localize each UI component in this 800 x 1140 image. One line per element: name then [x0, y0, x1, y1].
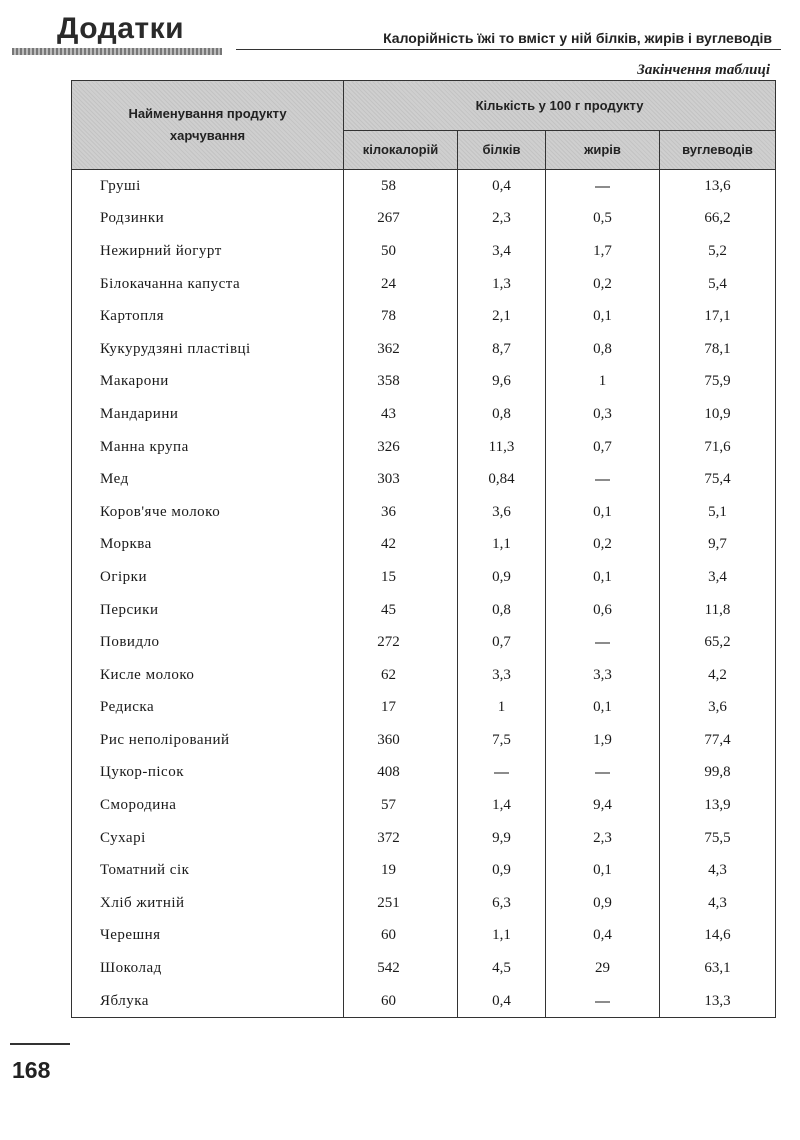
fat-cell: — [546, 463, 660, 496]
kcal-cell: 408 [344, 757, 458, 790]
fat-cell: 0,2 [546, 529, 660, 562]
product-name-cell: Повидло [72, 626, 344, 659]
kcal-cell: 362 [344, 333, 458, 366]
fat-header: жирів [546, 130, 660, 169]
product-name-cell: Черешня [72, 920, 344, 953]
carbs-cell: 65,2 [660, 626, 776, 659]
fat-cell: 0,1 [546, 854, 660, 887]
kcal-cell: 42 [344, 529, 458, 562]
protein-cell: 9,6 [458, 366, 546, 399]
product-name-cell: Мед [72, 463, 344, 496]
product-name-cell: Сухарі [72, 822, 344, 855]
kcal-cell: 58 [344, 170, 458, 203]
table-row [72, 203, 776, 236]
fat-cell: 0,1 [546, 300, 660, 333]
carbs-cell: 78,1 [660, 333, 776, 366]
protein-cell: 1,4 [458, 789, 546, 822]
kcal-cell: 251 [344, 887, 458, 920]
kcal-cell: 62 [344, 659, 458, 692]
kcal-cell: 326 [344, 431, 458, 464]
carbs-cell: 13,9 [660, 789, 776, 822]
table-row [72, 724, 776, 757]
carbs-cell: 5,4 [660, 268, 776, 301]
table-row [72, 496, 776, 529]
kcal-cell: 57 [344, 789, 458, 822]
kcal-cell: 24 [344, 268, 458, 301]
section-title-underline [12, 48, 222, 55]
product-name-cell: Томатний сік [72, 854, 344, 887]
table-row [72, 561, 776, 594]
table-row [72, 300, 776, 333]
carbs-cell: 3,6 [660, 692, 776, 725]
carbs-cell: 14,6 [660, 920, 776, 953]
kcal-header: кілокалорій [344, 130, 458, 169]
fat-cell: 0,1 [546, 692, 660, 725]
product-name-cell: Редиска [72, 692, 344, 725]
fat-cell: 9,4 [546, 789, 660, 822]
kcal-cell: 272 [344, 626, 458, 659]
product-name-cell: Цукор-пісок [72, 757, 344, 790]
product-name-cell: Нежирний йогурт [72, 235, 344, 268]
fat-cell: 0,5 [546, 203, 660, 236]
protein-cell: 8,7 [458, 333, 546, 366]
kcal-cell: 542 [344, 952, 458, 985]
product-name-cell: Рис неполірований [72, 724, 344, 757]
protein-cell: 0,4 [458, 985, 546, 1018]
table-row [72, 333, 776, 366]
table-row [72, 626, 776, 659]
fat-cell: 0,8 [546, 333, 660, 366]
product-name-cell: Персики [72, 594, 344, 627]
table-row [72, 854, 776, 887]
header-rule [236, 49, 781, 50]
fat-cell: 29 [546, 952, 660, 985]
protein-header: білків [458, 130, 546, 169]
fat-cell: 1,7 [546, 235, 660, 268]
protein-cell: 0,9 [458, 854, 546, 887]
table-row [72, 529, 776, 562]
protein-cell: 0,4 [458, 170, 546, 203]
product-name-cell: Груші [72, 170, 344, 203]
protein-cell: 1,1 [458, 529, 546, 562]
table-row [72, 170, 776, 203]
kcal-cell: 303 [344, 463, 458, 496]
product-name-cell: Макарони [72, 366, 344, 399]
table-row [72, 985, 776, 1018]
carbs-cell: 5,2 [660, 235, 776, 268]
protein-cell: 1,1 [458, 920, 546, 953]
carbs-header: вуглеводів [660, 130, 776, 169]
product-name-cell: Мандарини [72, 398, 344, 431]
carbs-cell: 11,8 [660, 594, 776, 627]
kcal-cell: 43 [344, 398, 458, 431]
table-row [72, 463, 776, 496]
kcal-cell: 50 [344, 235, 458, 268]
fat-cell: 2,3 [546, 822, 660, 855]
fat-cell: — [546, 170, 660, 203]
kcal-cell: 45 [344, 594, 458, 627]
carbs-cell: 17,1 [660, 300, 776, 333]
table-row [72, 952, 776, 985]
carbs-cell: 9,7 [660, 529, 776, 562]
carbs-cell: 13,3 [660, 985, 776, 1018]
page-number: 168 [12, 1057, 51, 1083]
table-row [72, 659, 776, 692]
protein-cell: 1 [458, 692, 546, 725]
fat-cell: — [546, 757, 660, 790]
product-name-cell: Огірки [72, 561, 344, 594]
product-name-cell: Коров'яче молоко [72, 496, 344, 529]
fat-cell: 0,1 [546, 496, 660, 529]
nutrition-table-body [72, 170, 776, 1018]
fat-cell: — [546, 985, 660, 1018]
product-name-cell: Білокачанна капуста [72, 268, 344, 301]
carbs-cell: 4,3 [660, 854, 776, 887]
kcal-cell: 19 [344, 854, 458, 887]
table-row [72, 431, 776, 464]
fat-cell: 0,1 [546, 561, 660, 594]
fat-cell: 1 [546, 366, 660, 399]
carbs-cell: 13,6 [660, 170, 776, 203]
nutrition-table [71, 80, 776, 1018]
kcal-cell: 358 [344, 366, 458, 399]
protein-cell: 0,9 [458, 561, 546, 594]
kcal-cell: 360 [344, 724, 458, 757]
section-title: Додатки [57, 12, 185, 45]
table-row [72, 692, 776, 725]
table-row [72, 594, 776, 627]
kcal-cell: 60 [344, 985, 458, 1018]
carbs-cell: 63,1 [660, 952, 776, 985]
table-row [72, 366, 776, 399]
protein-cell: 9,9 [458, 822, 546, 855]
protein-cell: 0,8 [458, 594, 546, 627]
product-name-header: Найменування продукту харчування [72, 81, 344, 170]
product-name-cell: Морква [72, 529, 344, 562]
product-name-cell: Хліб житній [72, 887, 344, 920]
protein-cell: 0,84 [458, 463, 546, 496]
kcal-cell: 372 [344, 822, 458, 855]
protein-cell: 3,4 [458, 235, 546, 268]
product-name-cell: Смородина [72, 789, 344, 822]
product-name-cell: Родзинки [72, 203, 344, 236]
kcal-cell: 60 [344, 920, 458, 953]
table-continuation-note: Закінчення таблиці [637, 62, 770, 78]
table-row [72, 268, 776, 301]
carbs-cell: 75,5 [660, 822, 776, 855]
page-heading: Калорійність їжі то вміст у ній білків, жирів і вуглеводів [383, 30, 772, 46]
protein-cell: 0,8 [458, 398, 546, 431]
carbs-cell: 10,9 [660, 398, 776, 431]
protein-cell: 11,3 [458, 431, 546, 464]
quantity-group-header: Кількість у 100 г продукту [344, 81, 776, 131]
product-name-cell: Манна крупа [72, 431, 344, 464]
product-name-cell: Яблука [72, 985, 344, 1018]
product-name-cell: Кисле молоко [72, 659, 344, 692]
product-name-cell: Кукурудзяні пластівці [72, 333, 344, 366]
kcal-cell: 17 [344, 692, 458, 725]
fat-cell: 3,3 [546, 659, 660, 692]
kcal-cell: 267 [344, 203, 458, 236]
carbs-cell: 5,1 [660, 496, 776, 529]
fat-cell: 0,9 [546, 887, 660, 920]
protein-cell: 2,3 [458, 203, 546, 236]
kcal-cell: 15 [344, 561, 458, 594]
product-name-cell: Картопля [72, 300, 344, 333]
protein-cell: 0,7 [458, 626, 546, 659]
page-number-rule [10, 1043, 70, 1045]
table-row [72, 789, 776, 822]
carbs-cell: 3,4 [660, 561, 776, 594]
carbs-cell: 71,6 [660, 431, 776, 464]
carbs-cell: 75,4 [660, 463, 776, 496]
carbs-cell: 66,2 [660, 203, 776, 236]
fat-cell: — [546, 626, 660, 659]
protein-cell: — [458, 757, 546, 790]
nutrition-table-container [71, 80, 775, 1018]
carbs-cell: 75,9 [660, 366, 776, 399]
table-row [72, 757, 776, 790]
protein-cell: 6,3 [458, 887, 546, 920]
carbs-cell: 4,3 [660, 887, 776, 920]
kcal-cell: 78 [344, 300, 458, 333]
protein-cell: 3,3 [458, 659, 546, 692]
protein-cell: 3,6 [458, 496, 546, 529]
table-row [72, 822, 776, 855]
table-row [72, 398, 776, 431]
table-row [72, 887, 776, 920]
fat-cell: 0,4 [546, 920, 660, 953]
carbs-cell: 99,8 [660, 757, 776, 790]
fat-cell: 0,3 [546, 398, 660, 431]
fat-cell: 1,9 [546, 724, 660, 757]
protein-cell: 1,3 [458, 268, 546, 301]
protein-cell: 7,5 [458, 724, 546, 757]
fat-cell: 0,6 [546, 594, 660, 627]
fat-cell: 0,7 [546, 431, 660, 464]
kcal-cell: 36 [344, 496, 458, 529]
carbs-cell: 77,4 [660, 724, 776, 757]
fat-cell: 0,2 [546, 268, 660, 301]
table-row [72, 235, 776, 268]
protein-cell: 4,5 [458, 952, 546, 985]
carbs-cell: 4,2 [660, 659, 776, 692]
product-name-cell: Шоколад [72, 952, 344, 985]
table-row [72, 920, 776, 953]
protein-cell: 2,1 [458, 300, 546, 333]
